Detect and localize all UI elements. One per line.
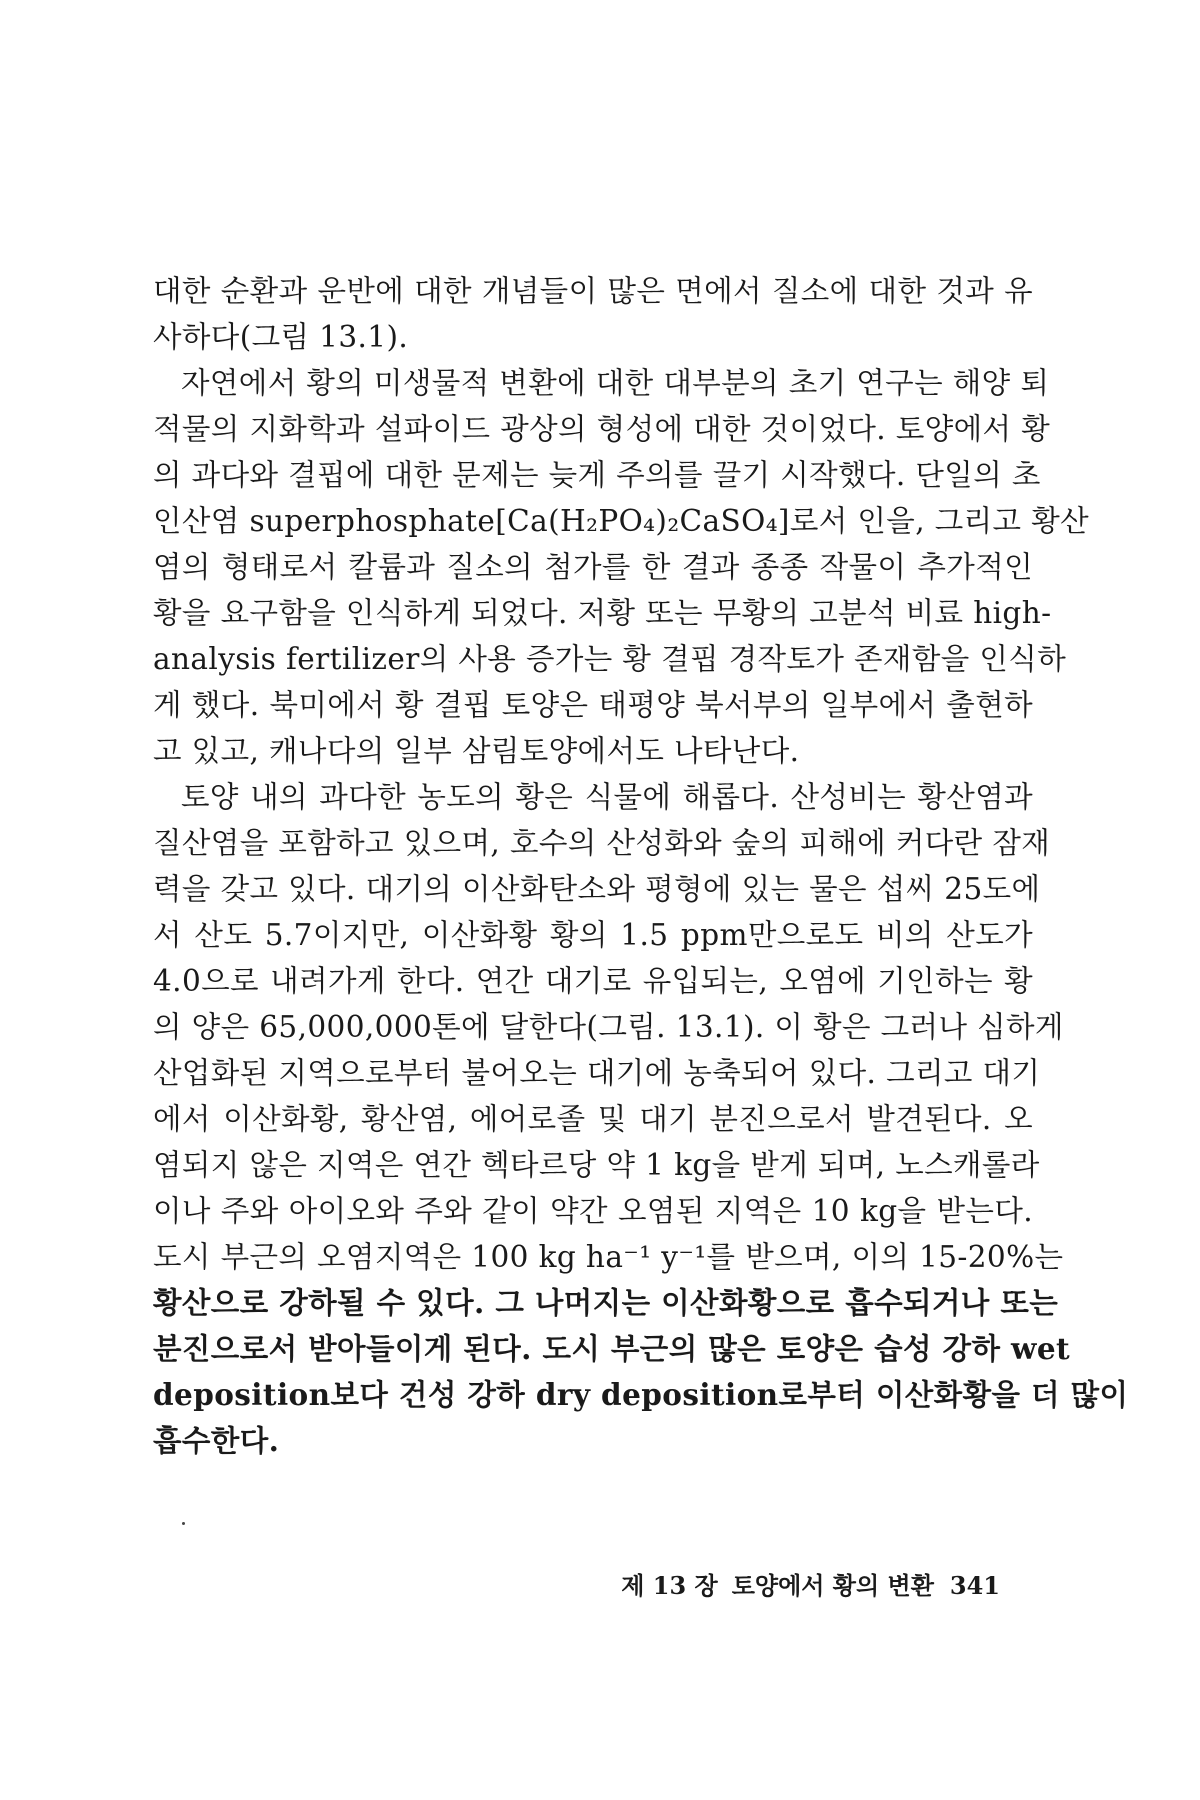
chapter-title: 토양에서 황의 변환 (731, 1571, 934, 1600)
body-line: 이나 주와 아이오와 주와 같이 약간 오염된 지역은 10 kg을 받는다. (153, 1194, 1033, 1228)
body-line: 황산으로 강하될 수 있다. 그 나머지는 이산화황으로 흡수되거나 또는 (153, 1285, 1059, 1320)
print-speck (182, 1522, 185, 1525)
body-line: 력을 갖고 있다. 대기의 이산화탄소와 평형에 있는 물은 섭씨 25도에 (153, 872, 1041, 906)
body-line: 고 있고, 캐나다의 일부 삼림토양에서도 나타난다. (153, 734, 800, 768)
body-line: 황을 요구함을 인식하게 되었다. 저황 또는 무황의 고분석 비료 high- (153, 596, 1052, 630)
body-line: 도시 부근의 오염지역은 100 kg ha⁻¹ y⁻¹를 받으며, 이의 15-20%는 (153, 1240, 1064, 1274)
body-text (153, 268, 1129, 1464)
running-footer (600, 1570, 1000, 1602)
body-line: 흡수한다. (153, 1423, 280, 1458)
body-line: 의 과다와 결핍에 대한 문제는 늦게 주의를 끌기 시작했다. 단일의 초 (153, 458, 1041, 492)
body-line: 4.0으로 내려가게 한다. 연간 대기로 유입되는, 오염에 기인하는 황 (153, 964, 1033, 998)
body-line: 분진으로서 받아들이게 된다. 도시 부근의 많은 토양은 습성 강하 wet (153, 1331, 1071, 1366)
body-line: 의 양은 65,000,000톤에 달한다(그림. 13.1). 이 황은 그러나 심하게 (153, 1010, 1064, 1044)
body-line: 자연에서 황의 미생물적 변환에 대한 대부분의 초기 연구는 해양 퇴 (181, 366, 1050, 400)
body-line: 게 했다. 북미에서 황 결핍 토양은 태평양 북서부의 일부에서 출현하 (153, 688, 1033, 722)
body-line: 산업화된 지역으로부터 불어오는 대기에 농축되어 있다. 그리고 대기 (153, 1056, 1041, 1090)
body-line: deposition보다 건성 강하 dry deposition로부터 이산화황을 더 많이 (153, 1377, 1129, 1412)
page-number: 341 (949, 1571, 1000, 1600)
body-line: 인산염 superphosphate[Ca(H₂PO₄)₂CaSO₄]로서 인을, 그리고 황산 (153, 504, 1090, 538)
body-line: 질산염을 포함하고 있으며, 호수의 산성화와 숲의 피해에 커다란 잠재 (153, 826, 1051, 860)
body-line: 토양 내의 과다한 농도의 황은 식물에 해롭다. 산성비는 황산염과 (181, 780, 1033, 814)
chapter-number: 제 13 장 (621, 1571, 718, 1600)
body-line: 사하다(그림 13.1). (153, 320, 409, 354)
body-line: 염의 형태로서 칼륨과 질소의 첨가를 한 결과 종종 작물이 추가적인 (153, 550, 1033, 584)
body-line: 적물의 지화학과 설파이드 광상의 형성에 대한 것이었다. 토양에서 황 (153, 412, 1051, 446)
body-line: 에서 이산화황, 황산염, 에어로졸 및 대기 분진으로서 발견된다. 오 (153, 1102, 1033, 1136)
body-line: 서 산도 5.7이지만, 이산화황 황의 1.5 ppm만으로도 비의 산도가 (153, 918, 1033, 952)
body-line: analysis fertilizer의 사용 증가는 황 결핍 경작토가 존재함을 인식하 (153, 642, 1067, 676)
body-line: 염되지 않은 지역은 연간 헥타르당 약 1 kg을 받게 되며, 노스캐롤라 (153, 1148, 1040, 1182)
body-line: 대한 순환과 운반에 대한 개념들이 많은 면에서 질소에 대한 것과 유 (153, 274, 1033, 308)
